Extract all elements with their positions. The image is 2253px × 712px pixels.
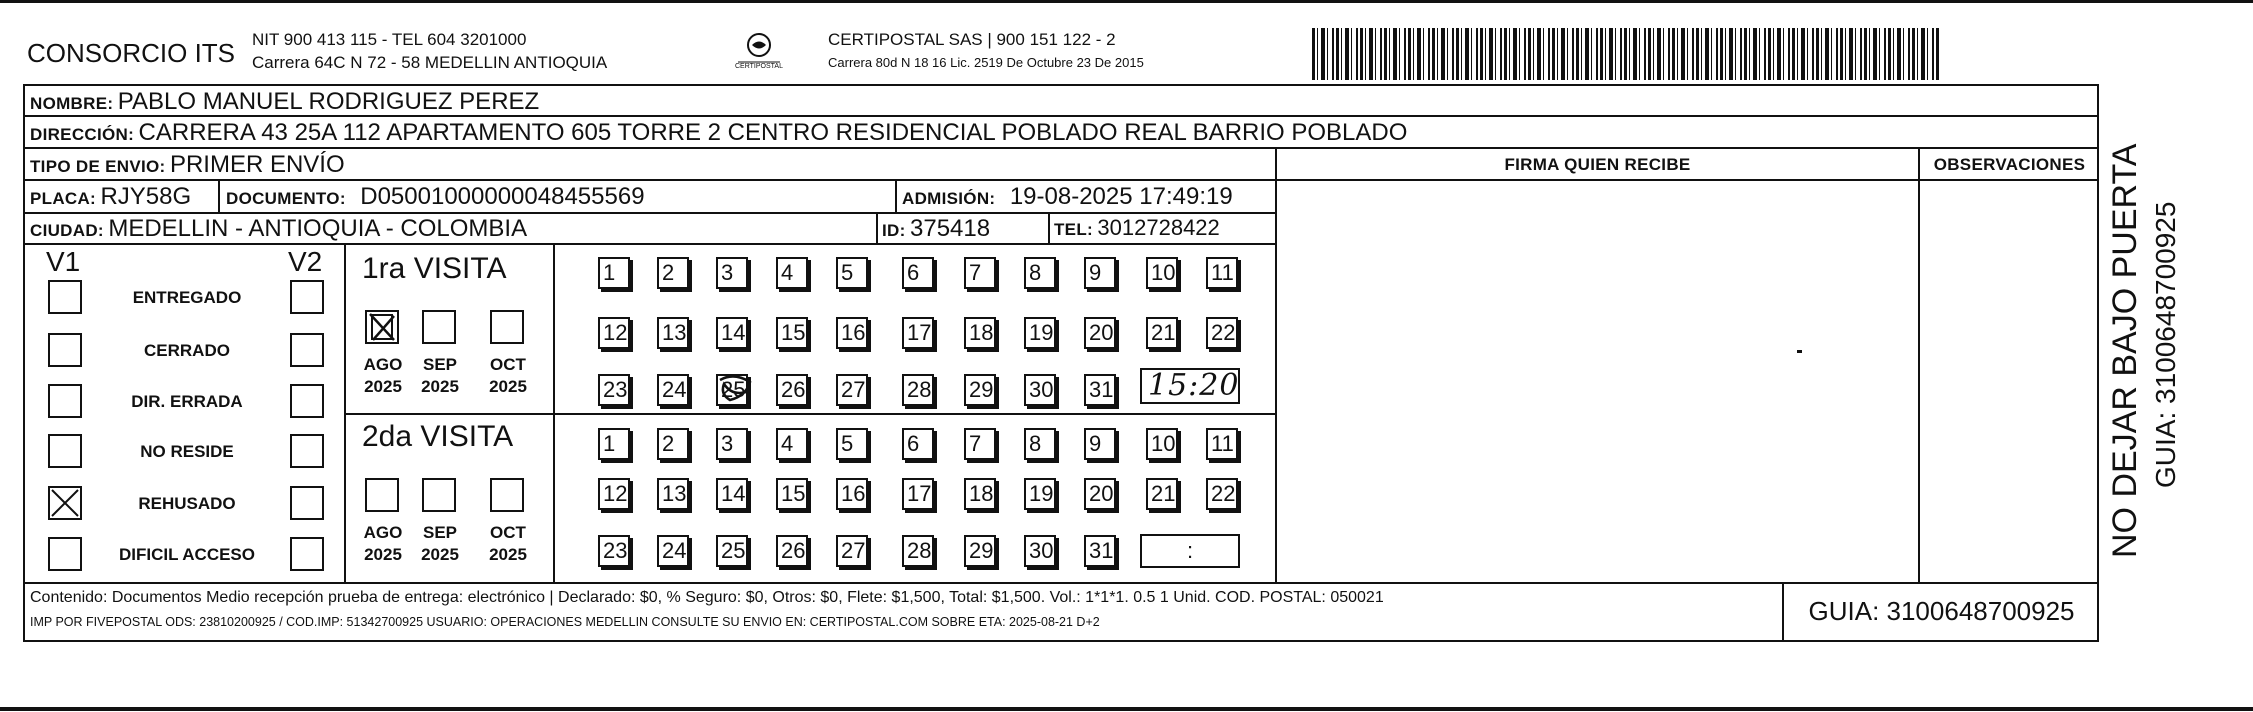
first-visit-day-box[interactable]: 17	[902, 317, 934, 349]
first-visit-day-box[interactable]: 15	[776, 317, 808, 349]
tel-label: TEL:	[1054, 220, 1093, 239]
admision-label: ADMISIÓN:	[902, 189, 996, 208]
second-visit-year-label: 2025	[364, 545, 402, 564]
tel-row	[1054, 215, 1220, 241]
second-visit-day-box[interactable]: 28	[902, 535, 934, 567]
second-visit-day-box[interactable]: 5	[836, 428, 868, 460]
firma-label: FIRMA QUIEN RECIBE	[1504, 155, 1691, 174]
first-visit-day-box[interactable]: 25	[716, 374, 748, 406]
side-warning: NO DEJAR BAJO PUERTA	[2106, 143, 2144, 558]
first-visit-month-checkbox[interactable]	[365, 310, 399, 344]
ciudad-value: MEDELLIN - ANTIOQUIA - COLOMBIA	[108, 215, 528, 242]
first-visit-day-box[interactable]: 31	[1084, 374, 1116, 406]
second-visit-day-box[interactable]: 4	[776, 428, 808, 460]
second-visit-year-label: 2025	[489, 545, 527, 564]
second-visit-day-box[interactable]: 22	[1206, 478, 1238, 510]
status-option-label: REHUSADO	[138, 494, 236, 513]
first-visit-day-box[interactable]: 6	[902, 257, 934, 289]
second-visit-year-label: 2025	[421, 545, 459, 564]
ciudad-label: CIUDAD:	[30, 221, 104, 240]
second-visit-month-checkbox[interactable]	[490, 478, 524, 512]
first-visit-day-box[interactable]: 20	[1084, 317, 1116, 349]
tipo-value: PRIMER ENVÍO	[169, 151, 345, 178]
tipo-row	[30, 151, 345, 179]
id-row	[882, 215, 990, 243]
first-visit-year-label: 2025	[421, 377, 459, 396]
bottom-page-rule	[0, 707, 2253, 711]
second-visit-day-box[interactable]: 14	[716, 478, 748, 510]
status-option-label: ENTREGADO	[132, 288, 242, 307]
first-visit-day-box[interactable]: 1	[598, 257, 630, 289]
col-divider	[1918, 148, 1920, 583]
col-divider	[218, 180, 220, 213]
v1-checkbox[interactable]	[48, 280, 82, 314]
first-visit-day-box[interactable]: 22	[1206, 317, 1238, 349]
pen-dot	[1797, 350, 1802, 353]
second-visit-day-box[interactable]: 13	[657, 478, 689, 510]
second-visit-day-box[interactable]: 21	[1146, 478, 1178, 510]
id-value: 375418	[910, 215, 991, 242]
second-visit-day-box[interactable]: 30	[1024, 535, 1056, 567]
nombre-row	[30, 88, 539, 116]
first-visit-day-box[interactable]: 11	[1206, 257, 1238, 289]
nombre-label: NOMBRE:	[30, 94, 114, 113]
placa-value: RJY58G	[100, 183, 192, 210]
first-visit-day-box[interactable]: 21	[1146, 317, 1178, 349]
top-page-rule	[0, 0, 2253, 3]
documento-label: DOCUMENTO:	[226, 189, 346, 208]
direccion-label: DIRECCIÓN:	[30, 125, 135, 144]
second-visit-day-box[interactable]: 17	[902, 478, 934, 510]
second-visit-day-box[interactable]: 11	[1206, 428, 1238, 460]
v1-checkbox[interactable]	[48, 384, 82, 418]
row-divider	[23, 243, 1275, 245]
col-divider	[1048, 212, 1050, 244]
first-visit-label: 1ra VISITA	[362, 252, 507, 285]
second-visit-month-checkbox[interactable]	[422, 478, 456, 512]
id-label: ID:	[882, 221, 906, 240]
first-visit-month-label: AGO	[363, 355, 403, 374]
first-visit-time-box[interactable]	[1140, 368, 1240, 404]
first-visit-time-handwritten: 15:20	[1148, 368, 1240, 403]
v1-label: V1	[46, 246, 81, 277]
first-visit-day-box[interactable]: 10	[1146, 257, 1178, 289]
second-visit-day-box[interactable]: 8	[1024, 428, 1056, 460]
first-visit-day-box[interactable]: 30	[1024, 374, 1056, 406]
first-visit-day-box[interactable]: 18	[964, 317, 996, 349]
row-divider	[1275, 179, 2099, 181]
col-divider	[553, 244, 555, 583]
v2-checkbox[interactable]	[290, 384, 324, 418]
second-visit-day-box[interactable]: 20	[1084, 478, 1116, 510]
admision-value: 19-08-2025 17:49:19	[1009, 183, 1233, 210]
v2-checkbox[interactable]	[290, 333, 324, 367]
col-divider	[895, 180, 897, 213]
first-visit-year-label: 2025	[364, 377, 402, 396]
side-guia: GUIA: 3100648700925	[2150, 201, 2181, 488]
placa-label: PLACA:	[30, 189, 97, 208]
status-option-label: DIFICIL ACCESO	[118, 545, 255, 564]
first-visit-month-checkbox[interactable]	[422, 310, 456, 344]
second-visit-day-box[interactable]: 15	[776, 478, 808, 510]
day-25-handwritten-mark	[716, 370, 756, 406]
admision-row	[902, 183, 1233, 211]
second-visit-day-box[interactable]: 9	[1084, 428, 1116, 460]
first-visit-day-box[interactable]: 16	[836, 317, 868, 349]
certipostal-logo	[728, 30, 790, 74]
ciudad-row	[30, 215, 527, 243]
direccion-row	[30, 119, 1407, 147]
status-option-label: DIR. ERRADA	[131, 392, 243, 411]
second-visit-day-box[interactable]: 6	[902, 428, 934, 460]
v1-checkbox[interactable]	[48, 537, 82, 571]
documento-row	[226, 183, 645, 211]
first-visit-day-box[interactable]: 23	[598, 374, 630, 406]
row-divider	[344, 413, 1275, 415]
company-nit: NIT 900 413 115 - TEL 604 3201000	[252, 30, 527, 49]
second-visit-day-box[interactable]: 31	[1084, 535, 1116, 567]
row-divider	[23, 212, 1275, 214]
first-visit-day-box[interactable]: 28	[902, 374, 934, 406]
first-visit-day-box[interactable]: 3	[716, 257, 748, 289]
first-visit-year-label: 2025	[489, 377, 527, 396]
first-visit-day-box[interactable]: 9	[1084, 257, 1116, 289]
documento-value: D05001000000048455569	[360, 183, 645, 210]
v2-checkbox[interactable]	[290, 537, 324, 571]
footer-print-info: IMP POR FIVEPOSTAL ODS: 23810200925 / COD.IMP: 51342700925 USUARIO: OPERACIONES MEDELLIN CONSULTE SU ENVIO EN: CERTIPOSTAL.COM SOBRE ETA: 2025-08-21 D+2	[30, 615, 1100, 629]
first-visit-day-box[interactable]: 12	[598, 317, 630, 349]
v2-checkbox[interactable]	[290, 280, 324, 314]
placa-row	[30, 183, 191, 211]
barcode	[1312, 28, 1940, 80]
second-visit-month-label: SEP	[422, 523, 458, 542]
v2-checkbox[interactable]	[290, 434, 324, 468]
second-visit-day-box[interactable]: 23	[598, 535, 630, 567]
v1-checkbox[interactable]	[48, 486, 82, 520]
v1-checkbox[interactable]	[48, 333, 82, 367]
carrier-name: CERTIPOSTAL SAS | 900 151 122 - 2	[828, 30, 1116, 49]
second-visit-month-checkbox[interactable]	[365, 478, 399, 512]
v2-label: V2	[288, 246, 323, 277]
tel-value: 3012728422	[1097, 215, 1220, 240]
carrier-license: Carrera 80d N 18 16 Lic. 2519 De Octubre 23 De 2015	[828, 55, 1144, 70]
tipo-label: TIPO DE ENVIO:	[30, 157, 166, 176]
v1-checkbox[interactable]	[48, 434, 82, 468]
company-name: CONSORCIO ITS	[27, 38, 236, 68]
col-divider	[876, 212, 878, 244]
first-visit-day-box[interactable]: 2	[657, 257, 689, 289]
second-visit-day-box[interactable]: 7	[964, 428, 996, 460]
second-visit-day-box[interactable]: 24	[657, 535, 689, 567]
status-option-label: NO RESIDE	[140, 442, 234, 461]
first-visit-day-box[interactable]: 14	[716, 317, 748, 349]
direccion-value: CARRERA 43 25A 112 APARTAMENTO 605 TORRE 2 CENTRO RESIDENCIAL POBLADO REAL BARRIO POBLADO	[138, 119, 1408, 146]
second-visit-day-box[interactable]: 26	[776, 535, 808, 567]
second-visit-day-box[interactable]: 29	[964, 535, 996, 567]
footer-contents: Contenido: Documentos Medio recepción prueba de entrega: electrónico | Declarado: $0, % Seguro: $0, Otros: $0, Flete: $1,500, Total: $1,500. Vol.: 1*1*1. 0.5 1 Unid. COD. POSTAL: 050021	[30, 589, 1384, 606]
first-visit-day-box[interactable]: 13	[657, 317, 689, 349]
first-visit-day-box[interactable]: 24	[657, 374, 689, 406]
second-visit-day-box[interactable]: 25	[716, 535, 748, 567]
row-divider	[23, 582, 2099, 584]
second-visit-day-box[interactable]: 16	[836, 478, 868, 510]
second-visit-day-box[interactable]: 3	[716, 428, 748, 460]
second-visit-time-box[interactable]: :	[1140, 534, 1240, 568]
first-visit-day-box[interactable]: 27	[836, 374, 868, 406]
first-visit-month-checkbox[interactable]	[490, 310, 524, 344]
status-option-label: CERRADO	[144, 341, 230, 360]
first-visit-day-box[interactable]: 29	[964, 374, 996, 406]
first-visit-day-box[interactable]: 7	[964, 257, 996, 289]
second-visit-day-box[interactable]: 1	[598, 428, 630, 460]
first-visit-day-box[interactable]: 5	[836, 257, 868, 289]
v2-checkbox[interactable]	[290, 486, 324, 520]
footer-guia: GUIA: 3100648700925	[1808, 596, 2075, 626]
second-visit-label: 2da VISITA	[362, 420, 514, 453]
nombre-value: PABLO MANUEL RODRIGUEZ PEREZ	[117, 88, 540, 115]
second-visit-month-label: AGO	[363, 523, 403, 542]
first-visit-month-label: SEP	[422, 355, 458, 374]
first-visit-day-box[interactable]: 4	[776, 257, 808, 289]
first-visit-month-label: OCT	[490, 355, 526, 374]
first-visit-day-box[interactable]: 26	[776, 374, 808, 406]
first-visit-day-box[interactable]: 19	[1024, 317, 1056, 349]
observaciones-label: OBSERVACIONES	[1933, 155, 2086, 174]
second-visit-day-box[interactable]: 27	[836, 535, 868, 567]
logo-text: CERTIPOSTAL	[735, 63, 783, 70]
col-divider	[1275, 148, 1277, 583]
second-visit-day-box[interactable]: 18	[964, 478, 996, 510]
second-visit-day-box[interactable]: 2	[657, 428, 689, 460]
second-visit-day-box[interactable]: 10	[1146, 428, 1178, 460]
row-divider	[23, 147, 2099, 149]
first-visit-day-box[interactable]: 8	[1024, 257, 1056, 289]
second-visit-day-box[interactable]: 19	[1024, 478, 1056, 510]
col-divider	[344, 244, 346, 583]
second-visit-month-label: OCT	[490, 523, 526, 542]
company-address: Carrera 64C N 72 - 58 MEDELLIN ANTIOQUIA	[252, 53, 608, 72]
second-visit-day-box[interactable]: 12	[598, 478, 630, 510]
